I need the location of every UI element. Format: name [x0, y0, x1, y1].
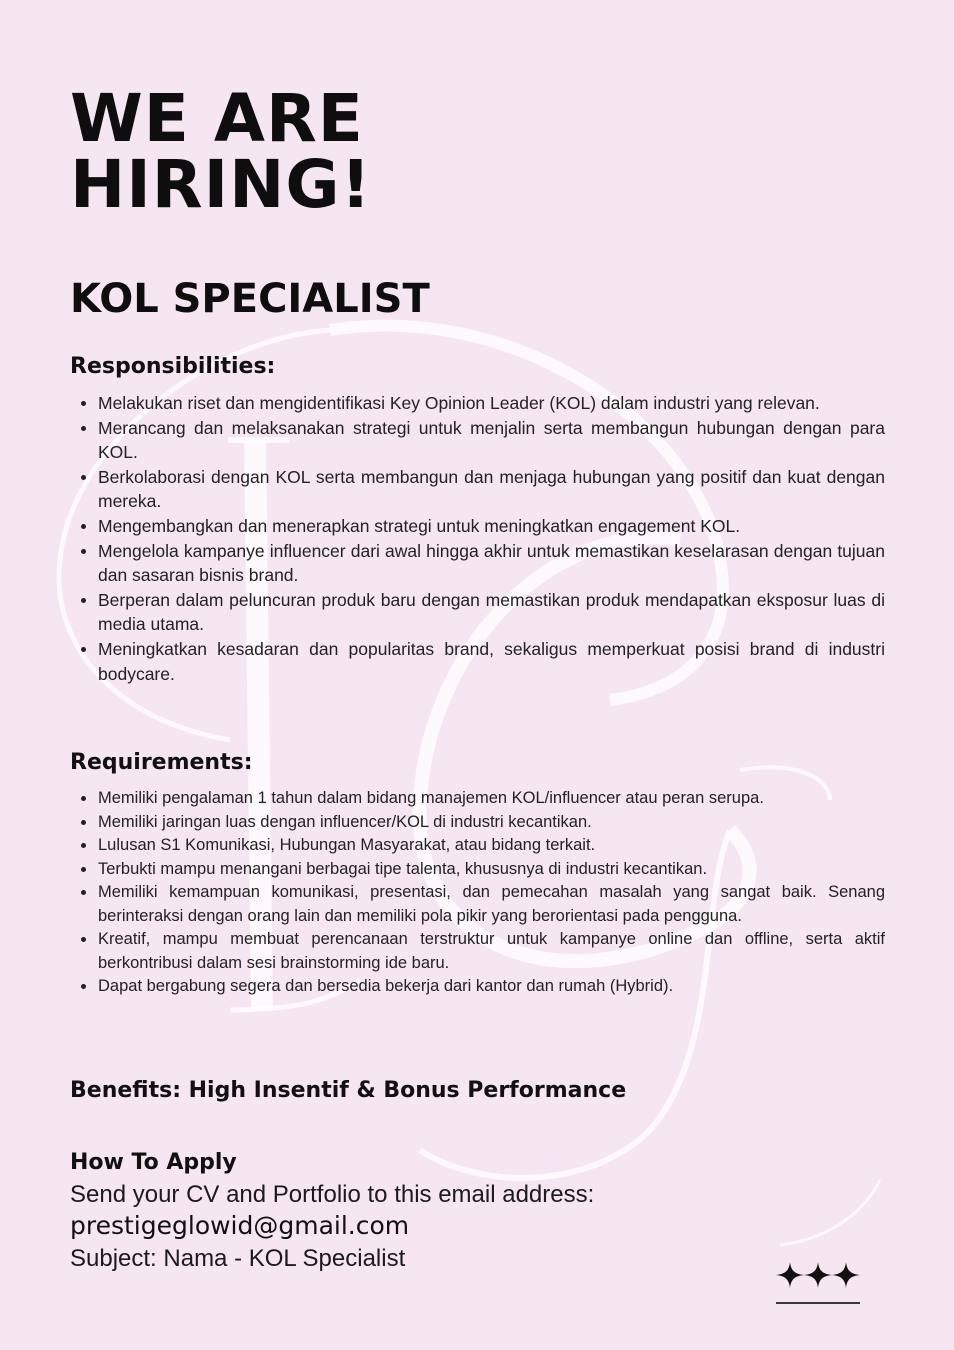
list-item: Memiliki kemampuan komunikasi, presentasi, dan pemecahan masalah yang sangat baik. Senang berinteraksi dengan orang lain dan memiliki pola pikir yang berorientasi pada pengguna.	[98, 881, 885, 928]
list-item: Memiliki pengalaman 1 tahun dalam bidang manajemen KOL/influencer atau peran serupa.	[98, 787, 885, 811]
sparkle-star-icon	[776, 1262, 804, 1288]
job-title: KOL SPECIALIST	[70, 276, 430, 322]
list-item: Mengembangkan dan menerapkan strategi untuk meningkatkan engagement KOL.	[98, 514, 885, 539]
list-item: Dapat bergabung segera dan bersedia bekerja dari kantor dan rumah (Hybrid).	[98, 975, 885, 999]
list-item: Memiliki jaringan luas dengan influencer/KOL di industri kecantikan.	[98, 811, 885, 835]
requirements-title: Requirements:	[70, 750, 253, 775]
apply-subject: Subject: Nama - KOL Specialist	[70, 1245, 406, 1272]
sparkle-star-icon	[804, 1262, 832, 1288]
benefits-text: Benefits: High Insentif & Bonus Performance	[70, 1078, 627, 1103]
sparkle-star-icon	[832, 1262, 860, 1288]
headline-line-1: WE ARE	[70, 80, 364, 157]
how-to-apply-title: How To Apply	[70, 1150, 237, 1175]
responsibilities-title: Responsibilities:	[70, 354, 276, 379]
requirements-list	[70, 787, 885, 999]
list-item: Meningkatkan kesadaran dan popularitas brand, sekaligus memperkuat posisi brand di industri bodycare.	[98, 637, 885, 686]
list-item: Kreatif, mampu membuat perencanaan terstruktur untuk kampanye online dan offline, serta aktif berkontribusi dalam sesi brainstorming ide baru.	[98, 928, 885, 975]
list-item: Terbukti mampu menangani berbagai tipe talenta, khususnya di industri kecantikan.	[98, 858, 885, 882]
list-item: Melakukan riset dan mengidentifikasi Key Opinion Leader (KOL) dalam industri yang relevan.	[98, 391, 885, 416]
headline	[70, 80, 372, 223]
list-item: Mengelola kampanye influencer dari awal hingga akhir untuk memastikan keselarasan dengan tujuan dan sasaran bisnis brand.	[98, 539, 885, 588]
list-item: Berkolaborasi dengan KOL serta membangun dan menjaga hubungan yang positif dan kuat dengan mereka.	[98, 465, 885, 514]
apply-email-link[interactable]: prestigeglowid@gmail.com	[70, 1211, 410, 1240]
list-item: Merancang dan melaksanakan strategi untuk menjalin serta membangun hubungan dengan para KOL.	[98, 416, 885, 465]
list-item: Lulusan S1 Komunikasi, Hubungan Masyarakat, atau bidang terkait.	[98, 834, 885, 858]
divider-line	[776, 1302, 860, 1304]
apply-instruction: Send your CV and Portfolio to this email address:	[70, 1181, 595, 1208]
list-item: Berperan dalam peluncuran produk baru dengan memastikan produk mendapatkan eksposur luas di media utama.	[98, 588, 885, 637]
decorative-stars	[776, 1262, 860, 1304]
responsibilities-list	[70, 391, 885, 686]
headline-line-2: HIRING!	[70, 146, 372, 223]
